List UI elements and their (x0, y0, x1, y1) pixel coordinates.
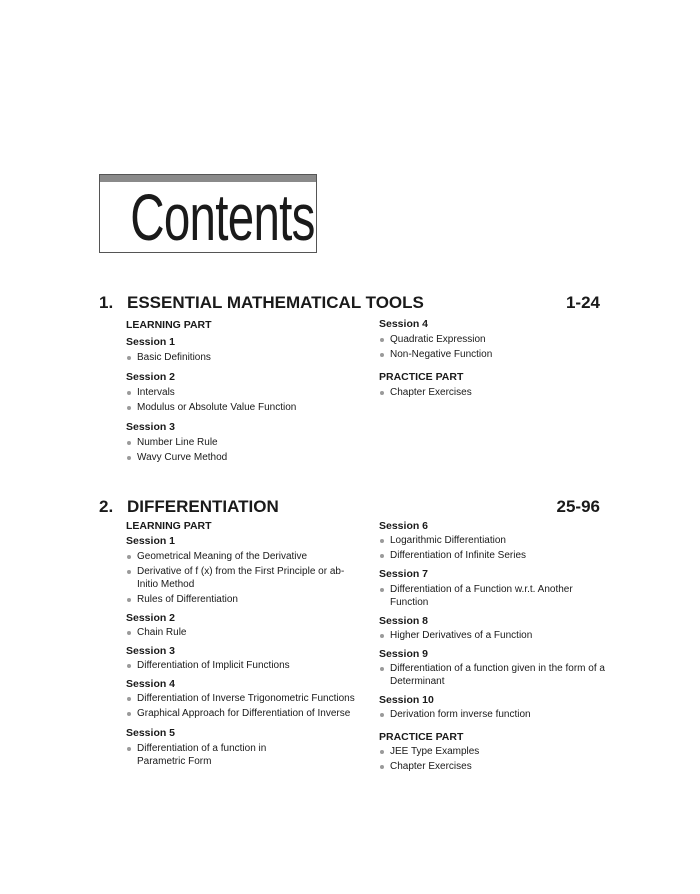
list-item: Wavy Curve Method (126, 451, 357, 464)
chapter-2-right-column (379, 519, 619, 773)
list-item: Differentiation of Inverse Trigonometric Functions (126, 692, 357, 705)
chapter-pages: 25-96 (556, 497, 600, 516)
list-item: Differentiation of a function in Parametric Form (126, 742, 287, 768)
chapter-2-heading (99, 496, 600, 518)
contents-title-box (99, 174, 317, 253)
session-label: Session 3 (126, 645, 176, 657)
list-item: Differentiation of a Function w.r.t. Another Function (379, 583, 610, 609)
chapter-number: 2. (99, 497, 114, 516)
session-label: Session 5 (126, 727, 176, 739)
list-item: Rules of Differentiation (126, 593, 357, 606)
list-item: Logarithmic Differentiation (379, 534, 610, 547)
list-item: Number Line Rule (126, 436, 357, 449)
list-item: Differentiation of a function given in the form of a Determinant (379, 662, 610, 688)
learning-part-label: LEARNING PART (126, 319, 212, 331)
list-item: Basic Definitions (126, 351, 357, 364)
list-item: JEE Type Examples (379, 745, 610, 758)
session-label: Session 3 (126, 421, 176, 433)
chapter-pages: 1-24 (565, 293, 600, 312)
practice-part-label: PRACTICE PART (379, 371, 464, 383)
list-item: Quadratic Expression (379, 333, 610, 346)
learning-part-label: LEARNING PART (126, 520, 212, 532)
list-item: Intervals (126, 386, 357, 399)
list-item: Differentiation of Implicit Functions (126, 659, 357, 672)
list-item: Higher Derivatives of a Function (379, 629, 610, 642)
session-label: Session 8 (379, 615, 429, 627)
list-item: Modulus or Absolute Value Function (126, 401, 357, 414)
session-label: Session 7 (379, 568, 429, 580)
chapter-name: ESSENTIAL MATHEMATICAL TOOLS (127, 293, 424, 312)
session-label: Session 4 (379, 318, 429, 330)
list-item: Chapter Exercises (379, 760, 610, 773)
session-label: Session 4 (126, 678, 176, 690)
chapter-name: DIFFERENTIATION (127, 497, 279, 516)
session-label: Session 10 (379, 694, 434, 706)
session-label: Session 2 (126, 371, 176, 383)
list-item: Geometrical Meaning of the Derivative (126, 550, 357, 563)
list-item: Chain Rule (126, 626, 357, 639)
session-label: Session 6 (379, 520, 429, 532)
list-item: Chapter Exercises (379, 386, 610, 399)
list-item: Derivation form inverse function (379, 708, 610, 721)
practice-part-label: PRACTICE PART (379, 731, 464, 743)
session-label: Session 1 (126, 336, 176, 348)
chapter-2-left-column (126, 519, 366, 768)
chapter-1-left-column (126, 318, 366, 464)
list-item: Graphical Approach for Differentiation of Inverse (126, 707, 357, 720)
page-title: Contents (130, 180, 315, 254)
session-label: Session 2 (126, 612, 176, 624)
session-label: Session 9 (379, 648, 429, 660)
chapter-1-right-column (379, 317, 619, 399)
list-item: Derivative of f (x) from the First Principle or ab-Initio Method (126, 565, 357, 591)
list-item: Non-Negative Function (379, 348, 610, 361)
session-label: Session 1 (126, 535, 176, 547)
chapter-number: 1. (99, 293, 114, 312)
chapter-1-heading (99, 292, 600, 314)
list-item: Differentiation of Infinite Series (379, 549, 610, 562)
